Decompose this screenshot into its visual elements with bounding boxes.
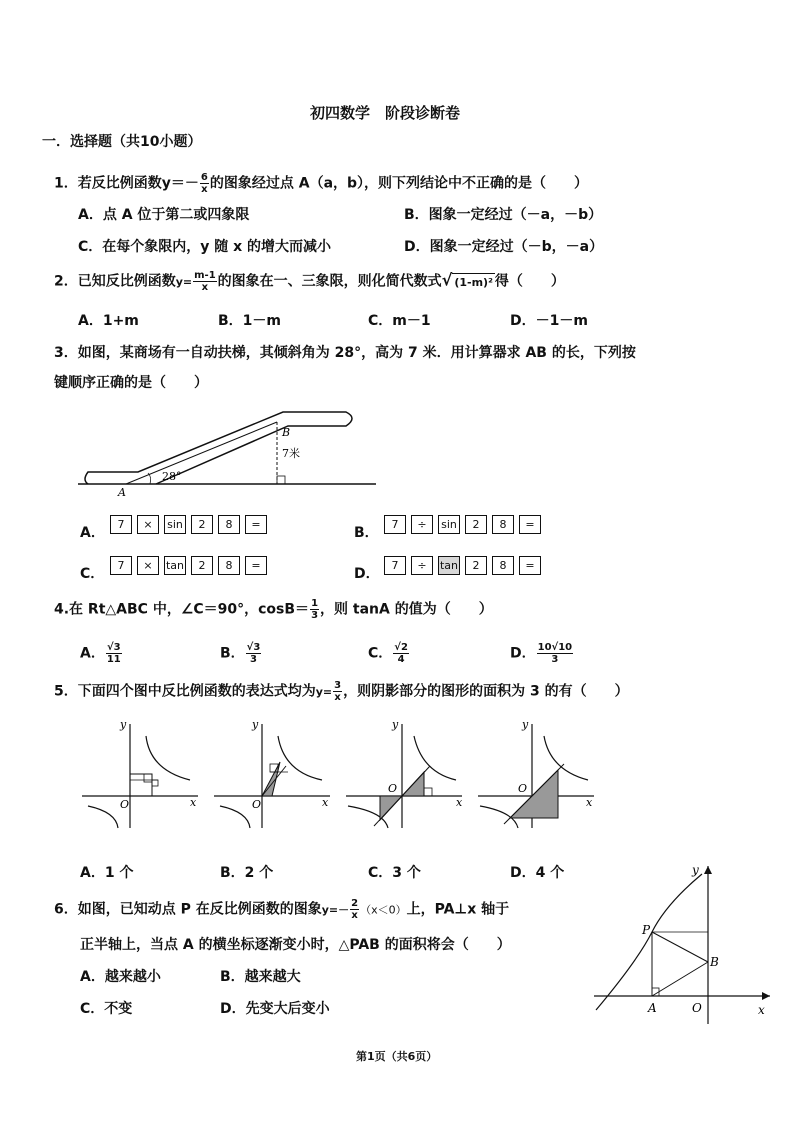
fraction: $\frac{m-1}{x}$ (194, 270, 216, 293)
calc-key: ÷ (411, 556, 433, 575)
q1-option-c: C．在每个象限内，y 随 x 的增大而减小 (78, 239, 332, 255)
q1-option-a: A．点 A 位于第二或四象限 (78, 207, 250, 223)
q3-option-a-label: A． (80, 525, 105, 541)
calc-key: 7 (384, 556, 406, 575)
page-title: 初四数学 阶段诊断卷 (310, 104, 461, 122)
escalator-figure (78, 400, 378, 500)
calc-key: 2 (191, 556, 213, 575)
calc-key: tan (164, 556, 186, 575)
q3-keys-c (110, 556, 267, 575)
calc-key: sin (164, 515, 186, 534)
calc-key: 7 (110, 556, 132, 575)
q5-option-b: B．2 个 (220, 865, 274, 881)
q1-option-d: D．图象一定经过（－b，－a） (404, 239, 604, 255)
q6-option-a: A．越来越小 (80, 969, 161, 985)
calc-key: × (137, 515, 159, 534)
svg-text:y: y (392, 718, 399, 731)
svg-text:P: P (642, 923, 651, 937)
calc-key: = (519, 515, 541, 534)
q5-graph-3 (344, 716, 469, 831)
question-3-line2: 键顺序正确的是（ ） (54, 375, 208, 391)
calc-key: sin (438, 515, 460, 534)
q3-option-c-label: C． (80, 566, 105, 582)
svg-text:y: y (692, 863, 699, 877)
calc-key: 7 (384, 515, 406, 534)
q3-keys-a (110, 515, 267, 534)
calc-key: 8 (218, 556, 240, 575)
q4-option-a: A． $\frac{√3}{11}$ (80, 642, 121, 665)
q3-option-d-label: D． (354, 566, 380, 582)
q5-graph-1 (80, 716, 205, 831)
q5-graph-4 (476, 716, 601, 831)
svg-text:x: x (758, 1003, 765, 1017)
q5-option-d: D．4 个 (510, 865, 565, 881)
height-label: 7米 (282, 447, 300, 460)
calc-key: tan (438, 556, 460, 575)
q6-option-c: C．不变 (80, 1001, 133, 1017)
q2-option-b: B．1－m (218, 313, 281, 329)
page-footer: 第1页（共6页） (356, 1050, 438, 1063)
fraction: $\frac{√3}{3}$ (246, 642, 261, 665)
fraction: $\frac{√3}{11}$ (106, 642, 121, 665)
calc-key: = (245, 556, 267, 575)
q6-figure (590, 860, 774, 1030)
svg-text:x: x (456, 796, 463, 809)
calc-key: = (245, 515, 267, 534)
q2-option-a: A．1+m (78, 313, 139, 329)
question-1-stem: 1．若反比例函数y＝－ $\frac{6}{x}$ 的图象经过点 A（a，b），则下列结论中不正确的是（ ） (54, 172, 589, 195)
q5-graph-2 (212, 716, 337, 831)
fraction: $\frac{10√10}{3}$ (537, 642, 573, 665)
calc-key: × (137, 556, 159, 575)
q2-option-d: D．－1－m (510, 313, 588, 329)
calc-key: 8 (218, 515, 240, 534)
q4-option-c: C． $\frac{√2}{4}$ (368, 642, 408, 665)
q6-option-d: D．先变大后变小 (220, 1001, 330, 1017)
question-5-stem: 5．下面四个图中反比例函数的表达式均为y= $\frac{3}{x}$ ，则阴影部分的图形的面积为 3 的有（ ） (54, 680, 629, 703)
fraction: $\frac{3}{x}$ (334, 680, 342, 703)
svg-text:O: O (120, 798, 130, 811)
svg-text:O: O (388, 782, 398, 795)
calc-key: ÷ (411, 515, 433, 534)
q5-option-a: A．1 个 (80, 865, 134, 881)
fraction: $\frac{√2}{4}$ (394, 642, 408, 665)
q3-keys-b (384, 515, 541, 534)
point-a-label: A (118, 486, 126, 499)
svg-text:y: y (120, 718, 127, 731)
calc-key: 8 (492, 556, 514, 575)
fraction: $\frac{1}{3}$ (311, 598, 319, 621)
fraction: $\frac{6}{x}$ (200, 172, 208, 195)
svg-text:B: B (710, 955, 719, 969)
radical-sign: √ (441, 270, 453, 290)
svg-text:O: O (692, 1001, 702, 1015)
svg-text:y: y (522, 718, 529, 731)
q6-option-b: B．越来越大 (220, 969, 301, 985)
q1-option-b: B．图象一定经过（－a，－b） (404, 207, 603, 223)
calc-key: 2 (465, 515, 487, 534)
svg-text:y: y (252, 718, 259, 731)
calc-key: 2 (191, 515, 213, 534)
point-b-label: B (282, 426, 291, 439)
svg-text:x: x (190, 796, 197, 809)
question-6-line2: 正半轴上，当点 A 的横坐标逐渐变小时，△PAB 的面积将会（ ） (80, 937, 511, 953)
question-6-stem: 6．如图，已知动点 P 在反比例函数的图象y=－ $\frac{2}{x}$ （x＜0）上，PA⊥x 轴于 (54, 898, 510, 921)
q2-option-c: C．m－1 (368, 313, 431, 329)
q4-option-d: D． $\frac{10√10}{3}$ (510, 642, 573, 665)
svg-text:x: x (322, 796, 329, 809)
question-4-stem: 4.在 Rt△ABC 中，∠C＝90°，cosB＝ $\frac{1}{3}$ ，则 tanA 的值为（ ） (54, 598, 493, 621)
question-2-stem: 2．已知反比例函数y= $\frac{m-1}{x}$ 的图象在一、三象限，则化简代数式√ (1-m)² 得（ ） (54, 270, 565, 293)
question-3-line1: 3．如图，某商场有一自动扶梯，其倾斜角为 28°，高为 7 米．用计算器求 AB 的长，下列按 (54, 345, 636, 361)
calc-key: 2 (465, 556, 487, 575)
svg-text:O: O (518, 782, 528, 795)
calc-key: = (519, 556, 541, 575)
q3-option-b-label: B． (354, 525, 379, 541)
svg-text:x: x (586, 796, 593, 809)
calc-key: 7 (110, 515, 132, 534)
svg-text:A: A (648, 1001, 657, 1015)
section-heading: 一．选择题（共10小题） (42, 134, 202, 150)
calc-key: 8 (492, 515, 514, 534)
svg-text:O: O (252, 798, 262, 811)
fraction: $\frac{2}{x}$ (351, 898, 359, 921)
q4-option-b: B． $\frac{√3}{3}$ (220, 642, 261, 665)
q5-option-c: C．3 个 (368, 865, 421, 881)
q3-keys-d (384, 556, 541, 575)
angle-label: 28° (162, 470, 182, 483)
